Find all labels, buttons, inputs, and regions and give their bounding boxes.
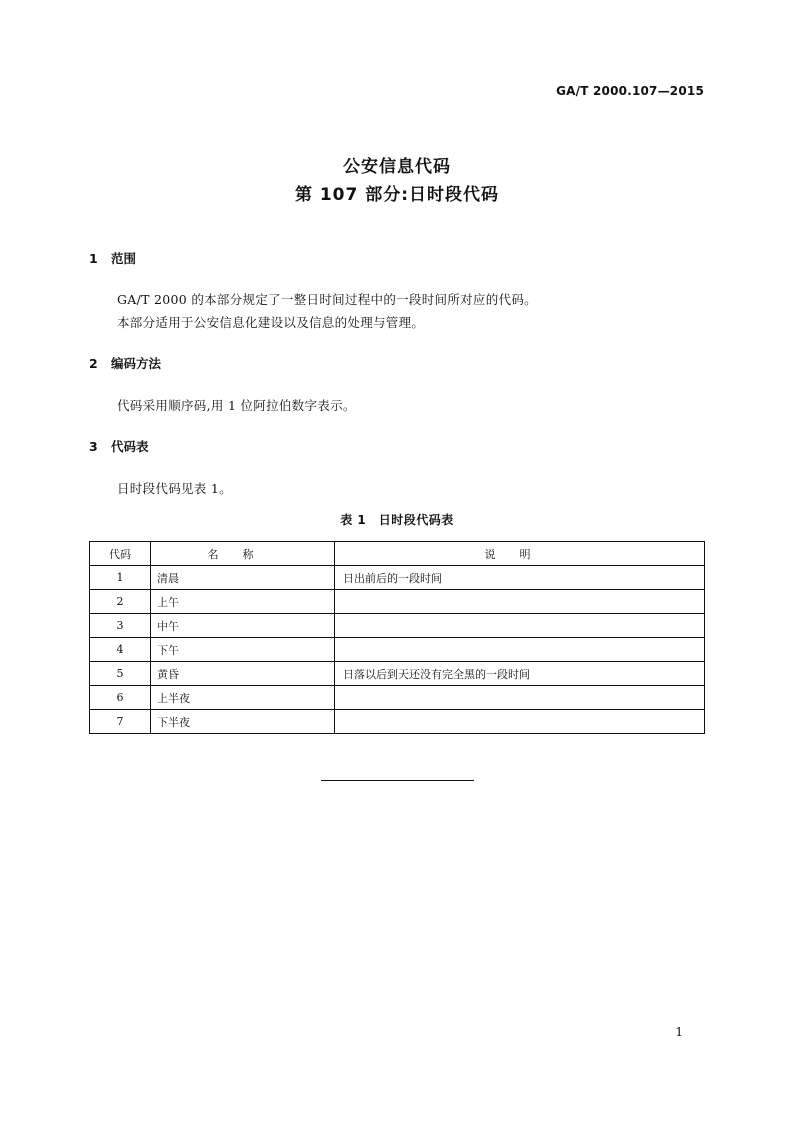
page-number: 1 [675, 1025, 683, 1039]
section-title: 编码方法 [111, 356, 162, 371]
cell-name: 黄昏 [151, 662, 335, 686]
cell-description [335, 614, 705, 638]
document-title: 公安信息代码 [343, 157, 451, 177]
cell-code: 3 [90, 614, 151, 638]
cell-name: 上半夜 [151, 686, 335, 710]
table-row [90, 614, 705, 638]
header-code: 代码 [90, 542, 151, 566]
section-title: 代码表 [111, 439, 149, 454]
paragraph: 本部分适用于公安信息化建设以及信息的处理与管理。 [117, 315, 425, 330]
cell-code: 6 [90, 686, 151, 710]
section-heading-scope [89, 249, 136, 267]
code-table [89, 541, 705, 734]
section-heading-code-table [89, 437, 149, 455]
cell-description [335, 686, 705, 710]
cell-description: 日出前后的一段时间 [335, 566, 705, 590]
table-row [90, 710, 705, 734]
section-title: 范围 [111, 251, 137, 266]
document-subtitle: 第 107 部分:日时段代码 [294, 185, 500, 205]
cell-code: 1 [90, 566, 151, 590]
cell-name: 清晨 [151, 566, 335, 590]
table-row [90, 638, 705, 662]
cell-code: 7 [90, 710, 151, 734]
table-row [90, 590, 705, 614]
table-header-row [90, 542, 705, 566]
table-row [90, 566, 705, 590]
table-row [90, 662, 705, 686]
end-of-document-rule [321, 780, 474, 781]
header-description: 说明 [335, 542, 705, 566]
cell-description [335, 710, 705, 734]
cell-code: 2 [90, 590, 151, 614]
section-heading-coding-method [89, 354, 161, 372]
paragraph: GA/T 2000 的本部分规定了一整日时间过程中的一段时间所对应的代码。 [117, 292, 537, 307]
section-number: 3 [89, 439, 98, 454]
cell-code: 5 [90, 662, 151, 686]
paragraph: 代码采用顺序码,用 1 位阿拉伯数字表示。 [117, 398, 356, 413]
table-row [90, 686, 705, 710]
cell-name: 上午 [151, 590, 335, 614]
section-number: 2 [89, 356, 98, 371]
section-number: 1 [89, 251, 98, 266]
cell-description: 日落以后到天还没有完全黑的一段时间 [335, 662, 705, 686]
cell-name: 下午 [151, 638, 335, 662]
cell-name: 下半夜 [151, 710, 335, 734]
cell-code: 4 [90, 638, 151, 662]
header-name: 名称 [151, 542, 335, 566]
standard-code: GA/T 2000.107—2015 [556, 84, 704, 98]
paragraph: 日时段代码见表 1。 [117, 481, 232, 496]
table-caption: 表 1 日时段代码表 [340, 513, 454, 527]
cell-name: 中午 [151, 614, 335, 638]
cell-description [335, 590, 705, 614]
cell-description [335, 638, 705, 662]
